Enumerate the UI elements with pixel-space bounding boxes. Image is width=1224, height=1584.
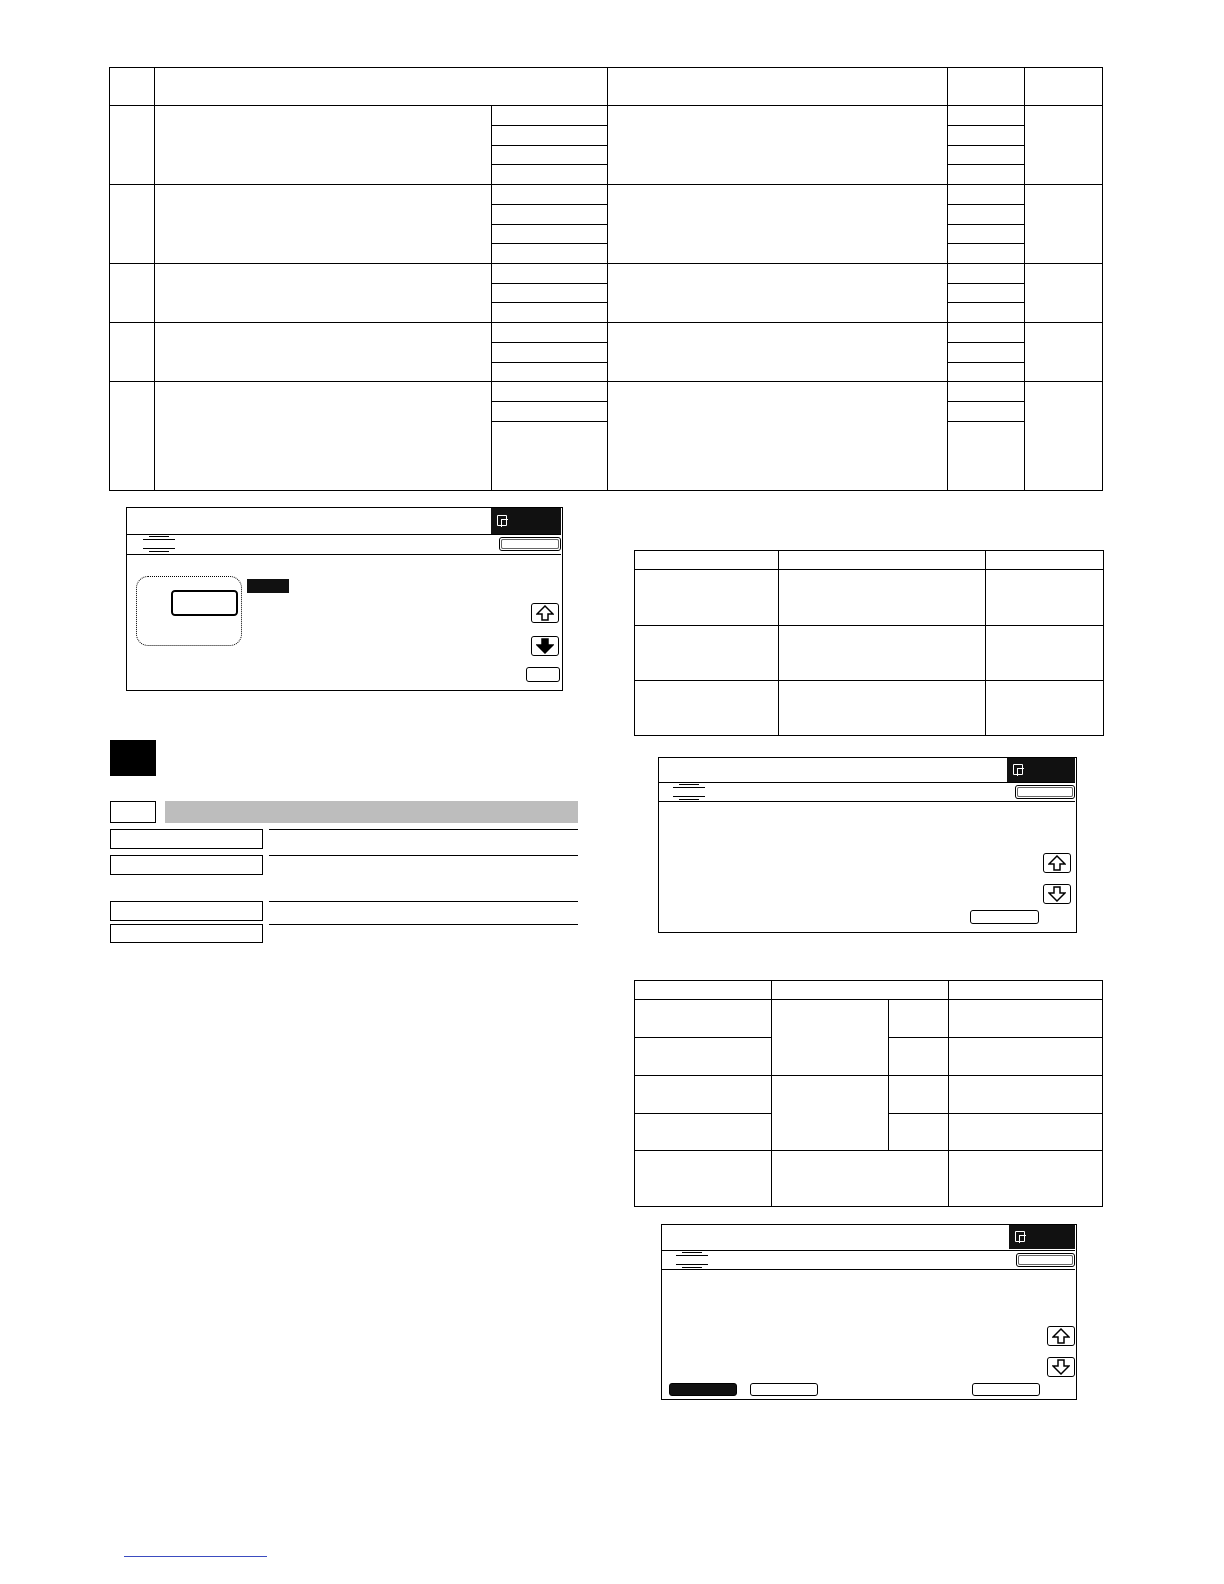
sub-row — [491, 283, 607, 284]
selected-option-button[interactable] — [669, 1383, 737, 1396]
right-table-1-row — [634, 680, 1104, 681]
sub-heading-bar — [165, 801, 578, 823]
right-table-2-row — [888, 1037, 1103, 1038]
right-table-2 — [634, 980, 1103, 1207]
down-arrow-icon — [1052, 1359, 1070, 1375]
right-table-2-row — [888, 1113, 1103, 1114]
group-divider — [109, 184, 1103, 185]
down-arrow-button[interactable] — [531, 636, 559, 656]
panel-tab-button[interactable] — [1015, 785, 1075, 799]
right-table-2-row — [634, 1075, 1103, 1076]
right-table-1-row — [634, 625, 1104, 626]
panel-title-divider — [127, 534, 561, 535]
up-arrow-icon — [1052, 1328, 1070, 1344]
section-rule — [269, 901, 578, 902]
copy-mode-icon — [497, 515, 507, 526]
sub-row — [491, 421, 607, 422]
section-rule — [269, 855, 578, 856]
lcd-panel-1 — [126, 507, 563, 691]
right-table-1-border — [634, 550, 1104, 736]
up-arrow-button[interactable] — [1043, 853, 1071, 873]
sub-row — [947, 362, 1024, 363]
copy-mode-badge — [1009, 1225, 1075, 1249]
right-table-1-header-divider — [634, 569, 1104, 570]
right-table-1 — [634, 550, 1104, 736]
right-table-2-row — [634, 1113, 771, 1114]
right-table-1-col — [985, 550, 986, 736]
section-label-box — [110, 829, 263, 849]
sub-row — [947, 421, 1024, 422]
col-divider — [154, 67, 155, 491]
sub-row — [491, 342, 607, 343]
right-table-2-border — [634, 980, 1103, 1207]
panel-header-divider — [662, 1269, 1075, 1270]
sub-row — [491, 224, 607, 225]
down-arrow-icon — [1048, 886, 1066, 902]
right-table-2-row — [634, 1037, 771, 1038]
main-table — [109, 67, 1103, 491]
sub-row — [947, 164, 1024, 165]
sub-row — [947, 224, 1024, 225]
sub-row — [947, 302, 1024, 303]
right-table-2-row — [634, 1150, 1103, 1151]
sub-row — [491, 145, 607, 146]
main-table-border — [109, 67, 1103, 491]
panel-tab-button[interactable] — [499, 537, 561, 551]
selected-key-button[interactable] — [171, 590, 238, 616]
sub-row — [947, 283, 1024, 284]
ok-button[interactable] — [970, 910, 1039, 924]
sub-col-divider — [491, 105, 492, 491]
menu-lines-icon — [676, 1252, 708, 1266]
section-rule — [269, 829, 578, 830]
lcd-panel-2 — [658, 757, 1077, 933]
col-divider — [947, 67, 948, 491]
footer-link-underline[interactable] — [124, 1556, 267, 1557]
down-arrow-button[interactable] — [1047, 1357, 1075, 1377]
col-divider — [607, 67, 608, 491]
lcd-panel-3 — [661, 1224, 1077, 1400]
sub-row — [491, 302, 607, 303]
right-table-1-col — [778, 550, 779, 736]
section-number-box — [110, 740, 156, 776]
group-divider — [109, 381, 1103, 382]
section-label-box — [110, 924, 263, 943]
down-arrow-button[interactable] — [1043, 884, 1071, 904]
group-divider — [109, 322, 1103, 323]
col-divider — [1024, 67, 1025, 491]
sub-row — [947, 145, 1024, 146]
up-arrow-button[interactable] — [531, 603, 559, 623]
sub-row — [491, 401, 607, 402]
sub-row — [947, 125, 1024, 126]
sub-row — [947, 204, 1024, 205]
highlight-label — [247, 579, 289, 593]
up-arrow-icon — [1048, 855, 1066, 871]
copy-mode-badge — [1007, 758, 1075, 782]
sub-row — [947, 342, 1024, 343]
copy-mode-icon — [1015, 1231, 1025, 1242]
up-arrow-button[interactable] — [1047, 1326, 1075, 1346]
ok-button[interactable] — [526, 667, 560, 682]
right-table-2-col — [948, 980, 949, 1207]
panel-title-divider — [662, 1250, 1075, 1251]
panel-title-divider — [659, 782, 1075, 783]
main-table-header-divider — [109, 105, 1103, 106]
section-label-box — [110, 901, 263, 921]
group-divider — [109, 263, 1103, 264]
panel-header-divider — [659, 801, 1075, 802]
right-table-2-col — [771, 980, 772, 1207]
panel-tab-button[interactable] — [1016, 1253, 1075, 1267]
sub-row — [491, 362, 607, 363]
down-arrow-icon — [536, 638, 554, 654]
sub-row — [491, 164, 607, 165]
option-button[interactable] — [750, 1383, 818, 1396]
menu-lines-icon — [143, 536, 175, 550]
sub-row — [947, 243, 1024, 244]
section-rule — [269, 924, 578, 925]
right-table-2-header-divider — [634, 999, 1103, 1000]
ok-button[interactable] — [972, 1383, 1040, 1396]
sub-row — [491, 204, 607, 205]
copy-mode-badge — [491, 508, 561, 534]
sub-row — [947, 401, 1024, 402]
copy-mode-icon — [1013, 764, 1023, 775]
section-label-box — [110, 855, 263, 875]
sub-row — [491, 125, 607, 126]
sub-heading-tag — [110, 801, 156, 823]
panel-header-divider — [127, 554, 561, 555]
menu-lines-icon — [673, 784, 705, 798]
up-arrow-icon — [536, 605, 554, 621]
sub-row — [491, 243, 607, 244]
